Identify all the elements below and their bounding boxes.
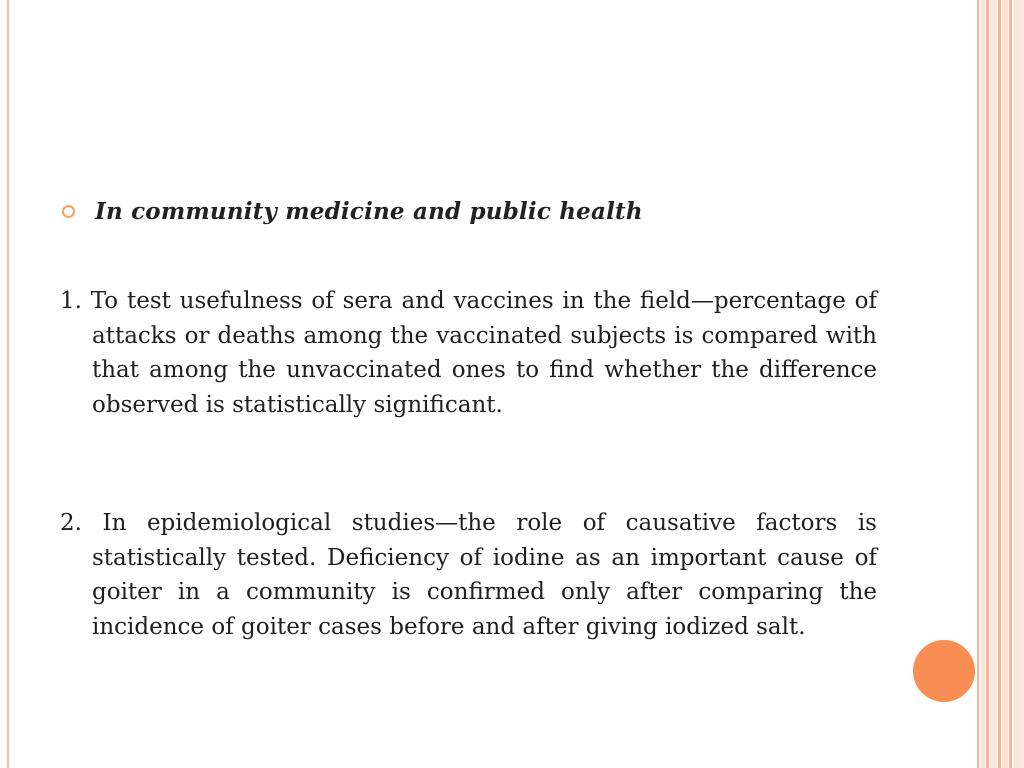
- right-stripe: [1009, 0, 1012, 768]
- decorative-circle: [913, 640, 975, 702]
- circle-bullet-icon: [62, 205, 75, 218]
- right-stripe: [1013, 0, 1024, 768]
- left-border: [7, 0, 9, 768]
- slide-heading: In community medicine and public health: [95, 198, 643, 225]
- right-stripe: [998, 0, 1001, 768]
- right-stripe: [977, 0, 979, 768]
- right-stripe: [981, 0, 985, 768]
- right-stripe: [986, 0, 989, 768]
- right-stripe: [1002, 0, 1008, 768]
- heading-row: [62, 198, 643, 225]
- right-stripe: [990, 0, 997, 768]
- list-item-1: 1. To test usefulness of sera and vaccines in the field—percentage of attacks or deaths among the vaccinated subjects is compared with that among the unvaccinated ones to find whether the difference observed is statistically significant.: [60, 288, 877, 418]
- list-item-2: 2. In epidemiological studies—the role of causative factors is statistically tested. Deficiency of iodine as an important cause of goiter in a community is confirmed only after comparing the incidence of goiter cases before and after giving iodized salt.: [60, 510, 877, 640]
